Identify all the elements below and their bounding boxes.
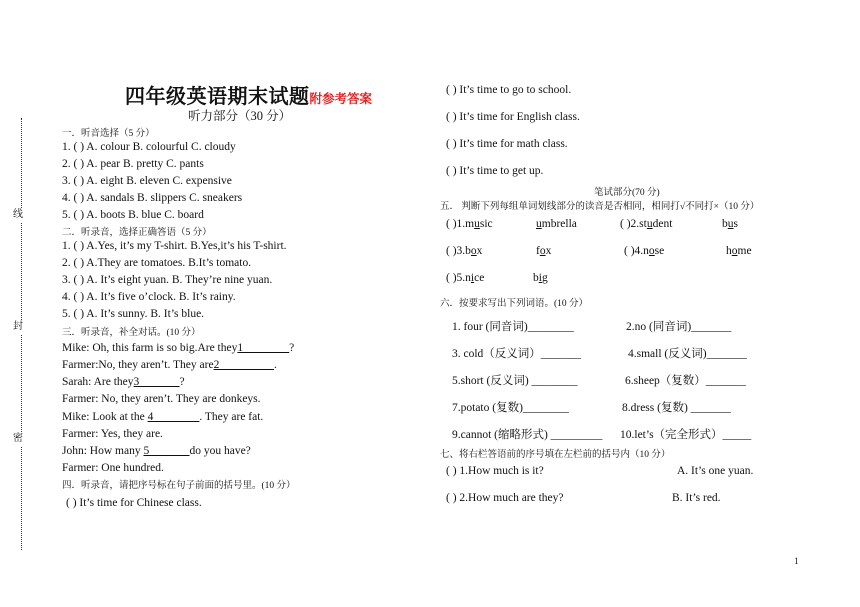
s6-item: 10.let’s（完全形式）_____ — [620, 429, 752, 441]
binding-label-feng: 封 — [13, 321, 23, 332]
phonics-row: ( )3.box — [446, 245, 483, 257]
dialogue-line: Farmer: No, they aren’t. They are donkeys. — [62, 393, 261, 405]
s6-item: 5.short (反义词) ________ — [452, 375, 578, 387]
answer-blank-5[interactable]: 5_______ — [143, 445, 190, 457]
s2-item: 4. ( ) A. It’s five o’clock. B. It’s rainy. — [62, 291, 236, 303]
s7-answer: A. It’s one yuan. — [677, 465, 754, 477]
s2-item: 2. ( ) A.They are tomatoes. B.It’s tomato. — [62, 257, 252, 269]
section-7-heading: 七、将右栏答语前的序号填在左栏前的括号内（10 分） — [440, 450, 671, 460]
s7-question: ( ) 1.How much is it? — [446, 465, 544, 477]
phonics-word: home — [726, 245, 752, 257]
s4-item: ( ) It’s time for Chinese class. — [66, 497, 202, 509]
s6-item: 9.cannot (缩略形式) _________ — [452, 429, 603, 441]
s6-item: 1. four (同音词)________ — [452, 321, 574, 333]
section-3-heading: 三．听录音，补全对话。(10 分） — [62, 328, 201, 338]
s4-item: ( ) It’s time to get up. — [446, 165, 544, 177]
phonics-word: fox — [536, 245, 552, 257]
answer-blank-4[interactable]: 4________ — [147, 411, 200, 423]
answer-blank-3[interactable]: 3_______ — [133, 376, 180, 388]
section-1-heading: 一．听音选择（5 分） — [62, 129, 155, 139]
phonics-row: ( )4.nose — [624, 245, 665, 257]
dialogue-line: Farmer: Yes, they are. — [62, 428, 163, 440]
binding-line — [21, 118, 22, 550]
s7-answer: B. It’s red. — [672, 492, 721, 504]
s6-item: 2.no (同音词)_______ — [626, 321, 732, 333]
phonics-row: ( )5.nice — [446, 272, 485, 284]
page-title-block — [125, 80, 372, 109]
s6-item: 7.potato (复数)________ — [452, 402, 569, 414]
listening-heading: 听力部分（30 分） — [188, 109, 292, 123]
section-2-heading: 二．听录音，选择正确答语（5 分） — [62, 228, 212, 238]
s4-item: ( ) It’s time to go to school. — [446, 84, 572, 96]
binding-label-mi: 密 — [13, 433, 23, 444]
s2-item: 5. ( ) A. It’s sunny. B. It’s blue. — [62, 308, 205, 320]
phonics-word: big — [533, 272, 548, 284]
phonics-word: umbrella — [536, 218, 577, 230]
phonics-row: ( )2.student — [620, 218, 673, 230]
s2-item: 1. ( ) A.Yes, it’s my T-shirt. B.Yes,it’s his T-shirt. — [62, 240, 287, 252]
s1-item: 2. ( ) A. pear B. pretty C. pants — [62, 158, 204, 170]
section-4-heading: 四．听录音，请把序号标在句子前面的括号里。(10 分） — [62, 481, 296, 491]
dialogue-line: Farmer:No, they aren’t. They are2___ ______. — [62, 359, 277, 371]
page-title: 四年级英语期末试题 — [125, 86, 310, 108]
answer-blank-2[interactable]: 2___ ______ — [213, 359, 274, 371]
written-heading: 笔试部分(70 分) — [594, 188, 660, 198]
s1-item: 4. ( ) A. sandals B. slippers C. sneakers — [62, 192, 243, 204]
s1-item: 1. ( ) A. colour B. colourful C. cloudy — [62, 141, 236, 153]
s6-item: 3. cold（反义词）_______ — [452, 348, 582, 360]
phonics-word: bus — [722, 218, 738, 230]
section-6-heading: 六．按要求写出下列词语。(10 分） — [440, 299, 589, 309]
s2-item: 3. ( ) A. It’s eight yuan. B. They’re nine yuan. — [62, 274, 273, 286]
dialogue-line: Sarah: Are they3_______? — [62, 376, 185, 388]
binding-label-xian: 线 — [13, 209, 23, 220]
s4-item: ( ) It’s time for math class. — [446, 138, 568, 150]
s1-item: 5. ( ) A. boots B. blue C. board — [62, 209, 204, 221]
s1-item: 3. ( ) A. eight B. eleven C. expensive — [62, 175, 232, 187]
answer-blank-1[interactable]: 1________ — [237, 342, 290, 354]
dialogue-line: Farmer: One hundred. — [62, 462, 164, 474]
s6-item: 6.sheep（复数）_______ — [625, 375, 747, 387]
page-number: 1 — [794, 556, 799, 566]
dialogue-line: Mike: Look at the 4________. They are fat. — [62, 411, 264, 423]
dialogue-line: Mike: Oh, this farm is so big.Are they1________? — [62, 342, 295, 354]
s7-question: ( ) 2.How much are they? — [446, 492, 564, 504]
answer-note: 附参考答案 — [309, 92, 373, 106]
s6-item: 4.small (反义词)_______ — [628, 348, 747, 360]
s4-item: ( ) It’s time for English class. — [446, 111, 580, 123]
s6-item: 8.dress (复数) _______ — [622, 402, 731, 414]
section-5-heading: 五． 判断下列每组单词划线部分的读音是否相同，相同打√不同打×（10 分） — [440, 202, 760, 212]
phonics-row: ( )1.music — [446, 218, 493, 230]
dialogue-line: John: How many 5_______do you have? — [62, 445, 251, 457]
